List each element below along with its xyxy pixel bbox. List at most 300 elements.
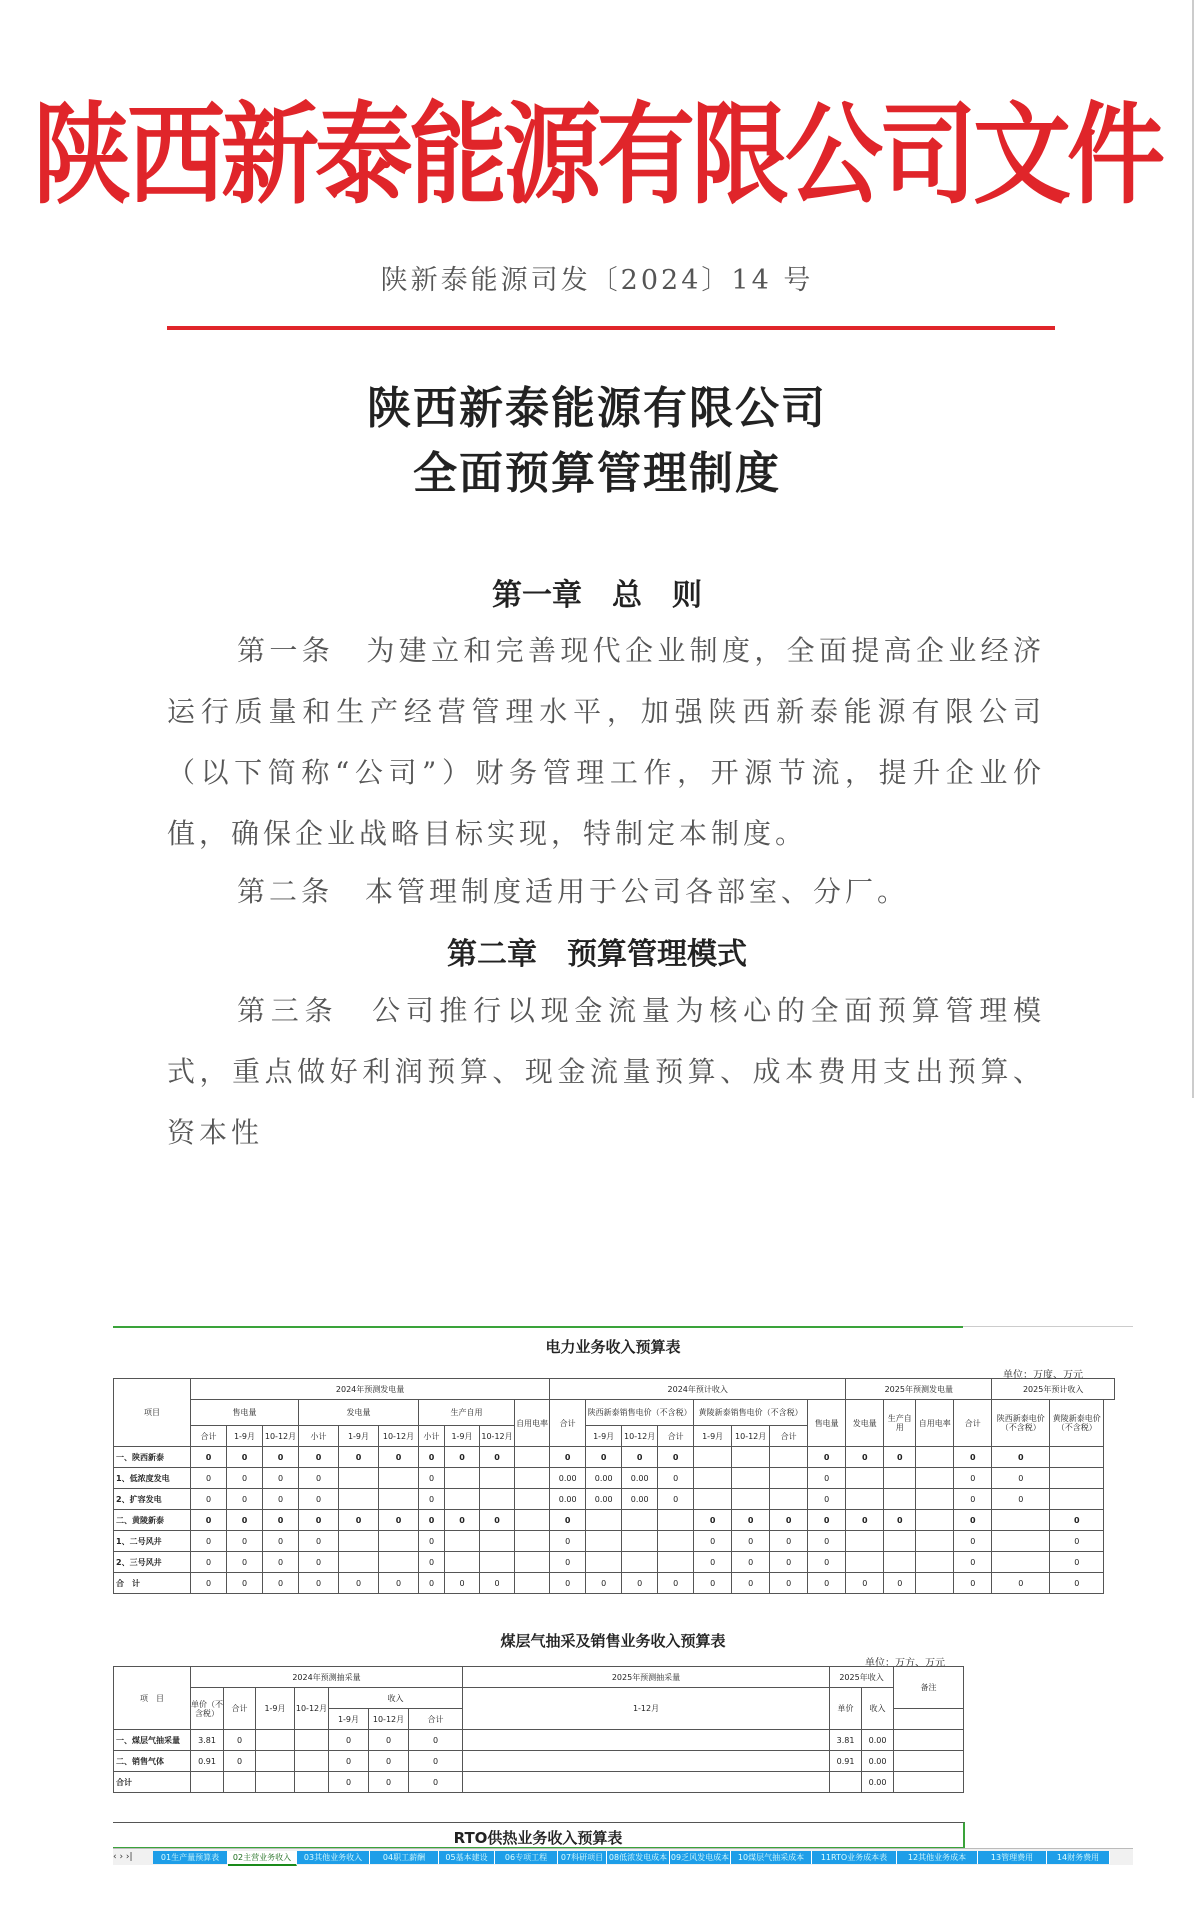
- t1-cell[interactable]: [770, 1468, 808, 1489]
- t1-cell[interactable]: 0: [550, 1573, 586, 1594]
- t1-cell[interactable]: [884, 1552, 916, 1573]
- t1-cell[interactable]: [658, 1531, 694, 1552]
- t1-cell[interactable]: [339, 1489, 379, 1510]
- t1-row-label: 一、陕西新泰: [114, 1447, 191, 1468]
- t1-cell[interactable]: [339, 1552, 379, 1573]
- t1-cell[interactable]: 0: [339, 1447, 379, 1468]
- t1-header-2025-gen: 2025年预测发电量: [846, 1379, 992, 1400]
- t1-cell[interactable]: [515, 1447, 550, 1468]
- t1-header-self: 生产自用: [419, 1400, 515, 1426]
- t1-cell[interactable]: 0: [586, 1447, 622, 1468]
- t2-body: [114, 1730, 964, 1793]
- t1-cell[interactable]: [480, 1468, 515, 1489]
- t1-cell[interactable]: [992, 1552, 1050, 1573]
- t1-sub-1012: 10-12月: [732, 1426, 770, 1447]
- t1-cell[interactable]: 0: [954, 1489, 992, 1510]
- t1-sub-total: 合计: [770, 1426, 808, 1447]
- t2-cell[interactable]: 3.81: [830, 1730, 862, 1751]
- t2-header-price: 单价（不含税）: [191, 1688, 224, 1730]
- t2-row-label: 合计: [114, 1772, 191, 1793]
- t2-header-income: 收入: [329, 1688, 463, 1709]
- t1-header-hx-price: 黄陵新泰销售电价（不含税）: [694, 1400, 808, 1426]
- t2-header-2024: 2024年预测抽采量: [191, 1667, 463, 1688]
- t1-cell[interactable]: 0.00: [622, 1489, 658, 1510]
- doc-title-line2: 全面预算管理制度: [413, 448, 781, 499]
- t1-cell[interactable]: [515, 1573, 550, 1594]
- table2-title: 煤层气抽采及销售业务收入预算表: [500, 1632, 726, 1650]
- t2-header-inc: 收入: [862, 1688, 894, 1730]
- t1-cell[interactable]: [515, 1510, 550, 1531]
- t1-cell[interactable]: [515, 1468, 550, 1489]
- t1-cell[interactable]: [916, 1573, 954, 1594]
- t2-cell[interactable]: 0.00: [862, 1751, 894, 1772]
- t1-cell[interactable]: [732, 1489, 770, 1510]
- t1-cell[interactable]: 0: [954, 1531, 992, 1552]
- t2-cell[interactable]: 0: [409, 1730, 463, 1751]
- t1-row: [114, 1468, 1115, 1489]
- table3-title: RTO供热业务收入预算表: [453, 1829, 623, 1847]
- t1-cell[interactable]: 0: [227, 1531, 263, 1552]
- table2-unit: 单位：万方、万元: [865, 1658, 945, 1669]
- t1-sub-19: 1-9月: [339, 1426, 379, 1447]
- t2-cell[interactable]: 0.91: [830, 1751, 862, 1772]
- t1-cell[interactable]: 0: [992, 1573, 1050, 1594]
- t1-cell[interactable]: 0: [658, 1489, 694, 1510]
- t2-cell[interactable]: [463, 1730, 830, 1751]
- t1-cell[interactable]: 0: [339, 1573, 379, 1594]
- sheet-tab[interactable]: 06专项工程: [495, 1851, 558, 1864]
- t1-cell[interactable]: [379, 1552, 419, 1573]
- t1-cell[interactable]: [770, 1489, 808, 1510]
- t1-header-sell: 售电量: [191, 1400, 299, 1426]
- t1-cell[interactable]: 0: [954, 1510, 992, 1531]
- t2-header-112: 1-12月: [463, 1688, 830, 1730]
- t1-cell[interactable]: 0: [299, 1573, 339, 1594]
- t1-body: [114, 1447, 1115, 1594]
- t1-sub-1012: 10-12月: [480, 1426, 515, 1447]
- t1-cell[interactable]: 0: [732, 1552, 770, 1573]
- t1-cell[interactable]: 0: [550, 1552, 586, 1573]
- t1-cell[interactable]: 0: [445, 1447, 480, 1468]
- t1-cell[interactable]: 0: [419, 1531, 445, 1552]
- t1-cell[interactable]: 0: [263, 1447, 299, 1468]
- t1-cell[interactable]: [992, 1531, 1050, 1552]
- t1-cell[interactable]: 0: [480, 1447, 515, 1468]
- t1-cell[interactable]: 0: [299, 1447, 339, 1468]
- t1-cell[interactable]: [916, 1552, 954, 1573]
- t1-sub-1012: 10-12月: [263, 1426, 299, 1447]
- t2-cell[interactable]: 0.91: [191, 1751, 224, 1772]
- t1-cell[interactable]: [622, 1552, 658, 1573]
- sheet-tab[interactable]: 13管理费用: [978, 1851, 1047, 1864]
- t1-cell[interactable]: 0: [263, 1468, 299, 1489]
- t1-cell[interactable]: 0: [808, 1531, 846, 1552]
- t1-cell[interactable]: 0: [846, 1447, 884, 1468]
- t1-row-label: 2、三号风井: [114, 1552, 191, 1573]
- t2-row-label: 二、销售气体: [114, 1751, 191, 1772]
- t1-cell[interactable]: 0: [480, 1573, 515, 1594]
- t2-cell[interactable]: [894, 1772, 964, 1793]
- t1-cell[interactable]: [884, 1489, 916, 1510]
- t1-row: [114, 1552, 1115, 1573]
- t1-cell[interactable]: 0: [191, 1531, 227, 1552]
- t1-cell[interactable]: 0: [992, 1447, 1050, 1468]
- t1-cell[interactable]: 0: [846, 1573, 884, 1594]
- t1-sub-small: 小计: [419, 1426, 445, 1447]
- t1-cell[interactable]: 0.00: [550, 1489, 586, 1510]
- t1-cell[interactable]: 0: [732, 1510, 770, 1531]
- t2-cell[interactable]: 0: [369, 1772, 409, 1793]
- t1-row-label: 二、黄陵新泰: [114, 1510, 191, 1531]
- t1-cell[interactable]: [515, 1531, 550, 1552]
- t1-cell[interactable]: 0: [770, 1531, 808, 1552]
- t1-cell[interactable]: 0: [808, 1489, 846, 1510]
- t1-cell[interactable]: 0: [808, 1447, 846, 1468]
- t2-header-item: 项 目: [114, 1667, 191, 1730]
- chapter-1-heading: 第一章 总 则: [492, 578, 702, 613]
- t1-cell[interactable]: [379, 1489, 419, 1510]
- t1-header-25-sell: 售电量: [808, 1400, 846, 1447]
- t1-cell[interactable]: 0: [419, 1447, 445, 1468]
- t1-sub-small: 小计: [299, 1426, 339, 1447]
- t1-header-25-total: 合计: [954, 1400, 992, 1447]
- t1-cell[interactable]: 0: [419, 1468, 445, 1489]
- t2-sub-total: 合计: [409, 1709, 463, 1730]
- t1-cell[interactable]: 0: [658, 1447, 694, 1468]
- t2-cell[interactable]: [295, 1772, 329, 1793]
- t1-header-25-selfrate: 自用电率: [916, 1400, 954, 1447]
- t1-cell[interactable]: 0.00: [586, 1489, 622, 1510]
- t1-cell[interactable]: [916, 1531, 954, 1552]
- t1-cell[interactable]: [732, 1468, 770, 1489]
- t1-cell[interactable]: 0: [191, 1552, 227, 1573]
- t2-cell[interactable]: [256, 1751, 295, 1772]
- t1-cell[interactable]: [515, 1489, 550, 1510]
- sheet-tab[interactable]: 03其他业务收入: [297, 1851, 370, 1864]
- t2-cell[interactable]: [295, 1730, 329, 1751]
- sheet-tab[interactable]: 02主营业务收入: [228, 1851, 297, 1866]
- t2-cell[interactable]: 0: [224, 1730, 256, 1751]
- sheet-tab[interactable]: 07科研项目: [558, 1851, 607, 1864]
- t1-cell[interactable]: [515, 1552, 550, 1573]
- t1-cell[interactable]: [846, 1552, 884, 1573]
- sheet-tab[interactable]: 14财务费用: [1047, 1851, 1110, 1864]
- t1-row-label: 2、扩容发电: [114, 1489, 191, 1510]
- t1-header-25-self: 生产自用: [884, 1400, 916, 1447]
- t1-cell[interactable]: 0: [263, 1489, 299, 1510]
- t1-cell[interactable]: [916, 1447, 954, 1468]
- t1-cell[interactable]: [480, 1531, 515, 1552]
- t1-cell[interactable]: 0: [445, 1510, 480, 1531]
- t1-cell[interactable]: 0: [191, 1489, 227, 1510]
- t1-cell[interactable]: 0: [263, 1552, 299, 1573]
- t1-cell[interactable]: 0: [954, 1573, 992, 1594]
- t1-sub-19: 1-9月: [445, 1426, 480, 1447]
- cbm-revenue-table: [113, 1666, 964, 1793]
- t1-cell[interactable]: 0: [263, 1531, 299, 1552]
- t1-header-25-sx: 陕西新泰电价（不含税）: [992, 1400, 1050, 1447]
- t2-cell[interactable]: 0.00: [862, 1730, 894, 1751]
- t1-header-total: 合计: [550, 1400, 586, 1447]
- t1-cell[interactable]: 0: [339, 1510, 379, 1531]
- t2-cell[interactable]: [295, 1751, 329, 1772]
- t2-sub-1012: 10-12月: [369, 1709, 409, 1730]
- doc-title-line1: 陕西新泰能源有限公司: [367, 383, 827, 434]
- t2-cell[interactable]: 0: [409, 1772, 463, 1793]
- t2-cell[interactable]: [191, 1772, 224, 1793]
- t2-cell[interactable]: 0: [369, 1730, 409, 1751]
- t1-cell[interactable]: 0: [954, 1447, 992, 1468]
- t1-cell[interactable]: [884, 1531, 916, 1552]
- t1-cell[interactable]: [884, 1468, 916, 1489]
- sheet-tab[interactable]: 04职工薪酬: [370, 1851, 439, 1864]
- t2-cell[interactable]: [224, 1772, 256, 1793]
- red-divider: [167, 326, 1055, 330]
- t2-cell[interactable]: 0: [369, 1751, 409, 1772]
- t1-cell[interactable]: 0: [419, 1510, 445, 1531]
- t1-cell[interactable]: 0: [808, 1510, 846, 1531]
- t1-cell[interactable]: [846, 1489, 884, 1510]
- t1-row: [114, 1489, 1115, 1510]
- paragraph-article-1: 第一条 为建立和完善现代企业制度，全面提高企业经济运行质量和生产经营管理水平，加强陕西新泰能源有限公司（以下简称“公司”）财务管理工作，开源节流，提升企业价值，确保企业战略目标实现，特制定本制度。: [167, 634, 1045, 850]
- t1-cell[interactable]: 0: [694, 1510, 732, 1531]
- t1-cell[interactable]: [480, 1552, 515, 1573]
- t2-cell[interactable]: 0: [224, 1751, 256, 1772]
- t1-header-2025-income: 2025年预计收入: [992, 1379, 1115, 1400]
- t1-cell[interactable]: 0: [379, 1573, 419, 1594]
- table3-title-box: [113, 1822, 965, 1849]
- t1-row: [114, 1447, 1115, 1468]
- t2-cell[interactable]: [830, 1772, 862, 1793]
- t1-cell[interactable]: 0: [550, 1510, 586, 1531]
- t2-cell[interactable]: [463, 1772, 830, 1793]
- t2-cell[interactable]: 0: [329, 1751, 369, 1772]
- t1-cell[interactable]: 0: [622, 1573, 658, 1594]
- t1-cell[interactable]: 0: [694, 1531, 732, 1552]
- t1-cell[interactable]: [1050, 1489, 1104, 1510]
- t1-cell[interactable]: 0: [954, 1552, 992, 1573]
- t1-header-item: 项目: [114, 1379, 191, 1447]
- t1-cell[interactable]: 0: [227, 1447, 263, 1468]
- sheet-tab[interactable]: 12其他业务成本: [897, 1851, 978, 1864]
- t1-cell[interactable]: 0: [263, 1573, 299, 1594]
- t2-cell[interactable]: [463, 1751, 830, 1772]
- t1-cell[interactable]: 0: [732, 1573, 770, 1594]
- t1-sub-total: 合计: [658, 1426, 694, 1447]
- table1-title: 电力业务收入预算表: [545, 1338, 681, 1356]
- t1-cell[interactable]: 0: [419, 1489, 445, 1510]
- t1-cell[interactable]: 0: [846, 1510, 884, 1531]
- t1-cell[interactable]: 0: [227, 1510, 263, 1531]
- t1-cell[interactable]: 0: [808, 1573, 846, 1594]
- t1-cell[interactable]: 0: [227, 1573, 263, 1594]
- t1-sub-19: 1-9月: [227, 1426, 263, 1447]
- t1-cell[interactable]: 0: [227, 1468, 263, 1489]
- t1-cell[interactable]: 0.00: [586, 1468, 622, 1489]
- t1-cell[interactable]: 0: [480, 1510, 515, 1531]
- t2-cell[interactable]: 3.81: [191, 1730, 224, 1751]
- t1-cell[interactable]: 0: [379, 1510, 419, 1531]
- red-header: 陕西新泰能源有限公司文件: [32, 91, 1161, 220]
- t2-cell[interactable]: [894, 1730, 964, 1751]
- paragraph-article-3: 第三条 公司推行以现金流量为核心的全面预算管理模式，重点做好利润预算、现金流量预算、成本费用支出预算、资本性: [167, 994, 1045, 1149]
- t1-row-label: 合 计: [114, 1573, 191, 1594]
- sheet-tab[interactable]: 11RTO业务成本表: [812, 1851, 897, 1864]
- t1-cell[interactable]: 0: [299, 1489, 339, 1510]
- t1-cell[interactable]: 0: [191, 1510, 227, 1531]
- t1-cell[interactable]: 0: [808, 1468, 846, 1489]
- t1-cell[interactable]: 0: [992, 1489, 1050, 1510]
- t1-cell[interactable]: [622, 1531, 658, 1552]
- sheet-tab[interactable]: 01生产量预算表: [153, 1851, 228, 1864]
- t1-cell[interactable]: [480, 1489, 515, 1510]
- table1-unit: 单位：万度、万元: [1003, 1370, 1083, 1381]
- sheet-tab[interactable]: 08低浓发电成本: [607, 1851, 670, 1864]
- t1-cell[interactable]: [992, 1510, 1050, 1531]
- t2-row: [114, 1730, 964, 1751]
- t1-cell[interactable]: [694, 1447, 732, 1468]
- t1-cell[interactable]: 0: [770, 1552, 808, 1573]
- t1-cell[interactable]: [770, 1447, 808, 1468]
- t2-cell[interactable]: 0: [329, 1730, 369, 1751]
- t1-header-gen: 发电量: [299, 1400, 419, 1426]
- electricity-revenue-table: [113, 1378, 1115, 1594]
- t1-cell[interactable]: 0: [658, 1468, 694, 1489]
- sheet-tab[interactable]: 09乏风发电成本: [670, 1853, 730, 1862]
- t1-cell[interactable]: 0: [299, 1468, 339, 1489]
- t1-row: [114, 1510, 1115, 1531]
- t1-cell[interactable]: [445, 1531, 480, 1552]
- t1-cell[interactable]: 0: [694, 1573, 732, 1594]
- t1-cell[interactable]: 0: [658, 1573, 694, 1594]
- t1-cell[interactable]: 0: [191, 1573, 227, 1594]
- t2-cell[interactable]: [894, 1751, 964, 1772]
- t2-cell[interactable]: 0.00: [862, 1772, 894, 1793]
- t1-header-selfrate: 自用电率: [515, 1400, 550, 1447]
- t1-cell[interactable]: 0: [1050, 1531, 1104, 1552]
- t1-cell[interactable]: 0: [1050, 1510, 1104, 1531]
- t1-cell[interactable]: 0: [770, 1573, 808, 1594]
- t2-cell[interactable]: [256, 1772, 295, 1793]
- t1-cell[interactable]: 0: [419, 1552, 445, 1573]
- t1-header-2024-gen: 2024年预测发电量: [191, 1379, 550, 1400]
- t1-cell[interactable]: [445, 1489, 480, 1510]
- t2-header-1012: 10-12月: [295, 1688, 329, 1730]
- t1-cell[interactable]: [846, 1531, 884, 1552]
- t1-cell[interactable]: 0: [379, 1447, 419, 1468]
- t2-header-unitprice: 单价: [830, 1688, 862, 1730]
- t1-cell[interactable]: 0: [550, 1447, 586, 1468]
- t1-cell[interactable]: 0: [884, 1447, 916, 1468]
- sheet-tab[interactable]: 05基本建设: [439, 1851, 495, 1864]
- t1-cell[interactable]: 0: [770, 1510, 808, 1531]
- t1-header-sx-price: 陕西新泰销售电价（不含税）: [586, 1400, 694, 1426]
- t1-cell[interactable]: [339, 1531, 379, 1552]
- t1-sub-total: 合计: [191, 1426, 227, 1447]
- t1-cell[interactable]: [916, 1468, 954, 1489]
- t1-cell[interactable]: [586, 1552, 622, 1573]
- t1-cell[interactable]: [445, 1468, 480, 1489]
- t2-cell[interactable]: [256, 1730, 295, 1751]
- t1-cell[interactable]: [916, 1489, 954, 1510]
- t1-cell[interactable]: 0: [227, 1552, 263, 1573]
- t2-row: [114, 1751, 964, 1772]
- t1-cell[interactable]: 0: [191, 1468, 227, 1489]
- t1-sub-1012: 10-12月: [379, 1426, 419, 1447]
- t1-cell[interactable]: 0: [694, 1552, 732, 1573]
- sheet-tab[interactable]: 10煤层气抽采成本: [731, 1851, 812, 1864]
- t1-cell[interactable]: 0: [884, 1573, 916, 1594]
- t1-cell[interactable]: 0: [419, 1573, 445, 1594]
- t1-cell[interactable]: 0: [732, 1531, 770, 1552]
- t1-cell[interactable]: 0: [1050, 1552, 1104, 1573]
- t1-cell[interactable]: [658, 1552, 694, 1573]
- t1-cell[interactable]: [694, 1489, 732, 1510]
- t1-row: [114, 1531, 1115, 1552]
- t1-cell[interactable]: [658, 1510, 694, 1531]
- t2-cell[interactable]: 0: [409, 1751, 463, 1772]
- t1-cell[interactable]: 0.00: [622, 1468, 658, 1489]
- t1-cell[interactable]: [379, 1531, 419, 1552]
- t1-cell[interactable]: 0: [808, 1552, 846, 1573]
- t2-cell[interactable]: 0: [329, 1772, 369, 1793]
- t1-cell[interactable]: [1050, 1447, 1104, 1468]
- t1-cell[interactable]: 0: [622, 1447, 658, 1468]
- t2-header-2025: 2025年预测抽采量: [463, 1667, 830, 1688]
- t1-cell[interactable]: [694, 1468, 732, 1489]
- t1-cell[interactable]: 0: [954, 1468, 992, 1489]
- t1-cell[interactable]: [916, 1510, 954, 1531]
- t1-cell[interactable]: [445, 1552, 480, 1573]
- t2-row-label: 一、煤层气抽采量: [114, 1730, 191, 1751]
- t1-cell[interactable]: 0: [992, 1468, 1050, 1489]
- t1-cell[interactable]: 0: [299, 1552, 339, 1573]
- t1-cell[interactable]: 0: [1050, 1573, 1104, 1594]
- doc-number: 陕新泰能源司发〔2024〕14 号: [380, 265, 814, 296]
- t1-sub-19: 1-9月: [586, 1426, 622, 1447]
- t1-cell[interactable]: 0.00: [550, 1468, 586, 1489]
- t2-header-19: 1-9月: [256, 1688, 295, 1730]
- t1-cell[interactable]: [1050, 1468, 1104, 1489]
- t1-cell[interactable]: [622, 1510, 658, 1531]
- sheet-nav-arrows[interactable]: ‹ › ›|: [113, 1852, 133, 1862]
- t1-header-25-gen: 发电量: [846, 1400, 884, 1447]
- t1-row-label: 1、低浓度发电: [114, 1468, 191, 1489]
- t1-row-label: 1、二号风井: [114, 1531, 191, 1552]
- t1-cell[interactable]: [339, 1468, 379, 1489]
- t1-cell[interactable]: 0: [884, 1510, 916, 1531]
- t1-cell[interactable]: [586, 1531, 622, 1552]
- t1-cell[interactable]: [846, 1468, 884, 1489]
- t1-cell[interactable]: [379, 1468, 419, 1489]
- t1-cell[interactable]: 0: [586, 1573, 622, 1594]
- t1-cell[interactable]: 0: [550, 1531, 586, 1552]
- t1-cell[interactable]: 0: [227, 1489, 263, 1510]
- sheet-top-border: [113, 1326, 963, 1328]
- t1-sub-19: 1-9月: [694, 1426, 732, 1447]
- t1-cell[interactable]: 0: [299, 1531, 339, 1552]
- t1-sub-1012: 10-12月: [622, 1426, 658, 1447]
- t1-cell[interactable]: [732, 1447, 770, 1468]
- t1-cell[interactable]: 0: [445, 1573, 480, 1594]
- t1-cell[interactable]: [586, 1510, 622, 1531]
- t1-cell[interactable]: 0: [299, 1510, 339, 1531]
- sheet-tab-bar: [113, 1848, 1133, 1865]
- t2-header-remark: 备注: [894, 1667, 964, 1709]
- t1-cell[interactable]: 0: [191, 1447, 227, 1468]
- t2-header-2025inc: 2025年收入: [830, 1667, 894, 1688]
- t1-cell[interactable]: 0: [263, 1510, 299, 1531]
